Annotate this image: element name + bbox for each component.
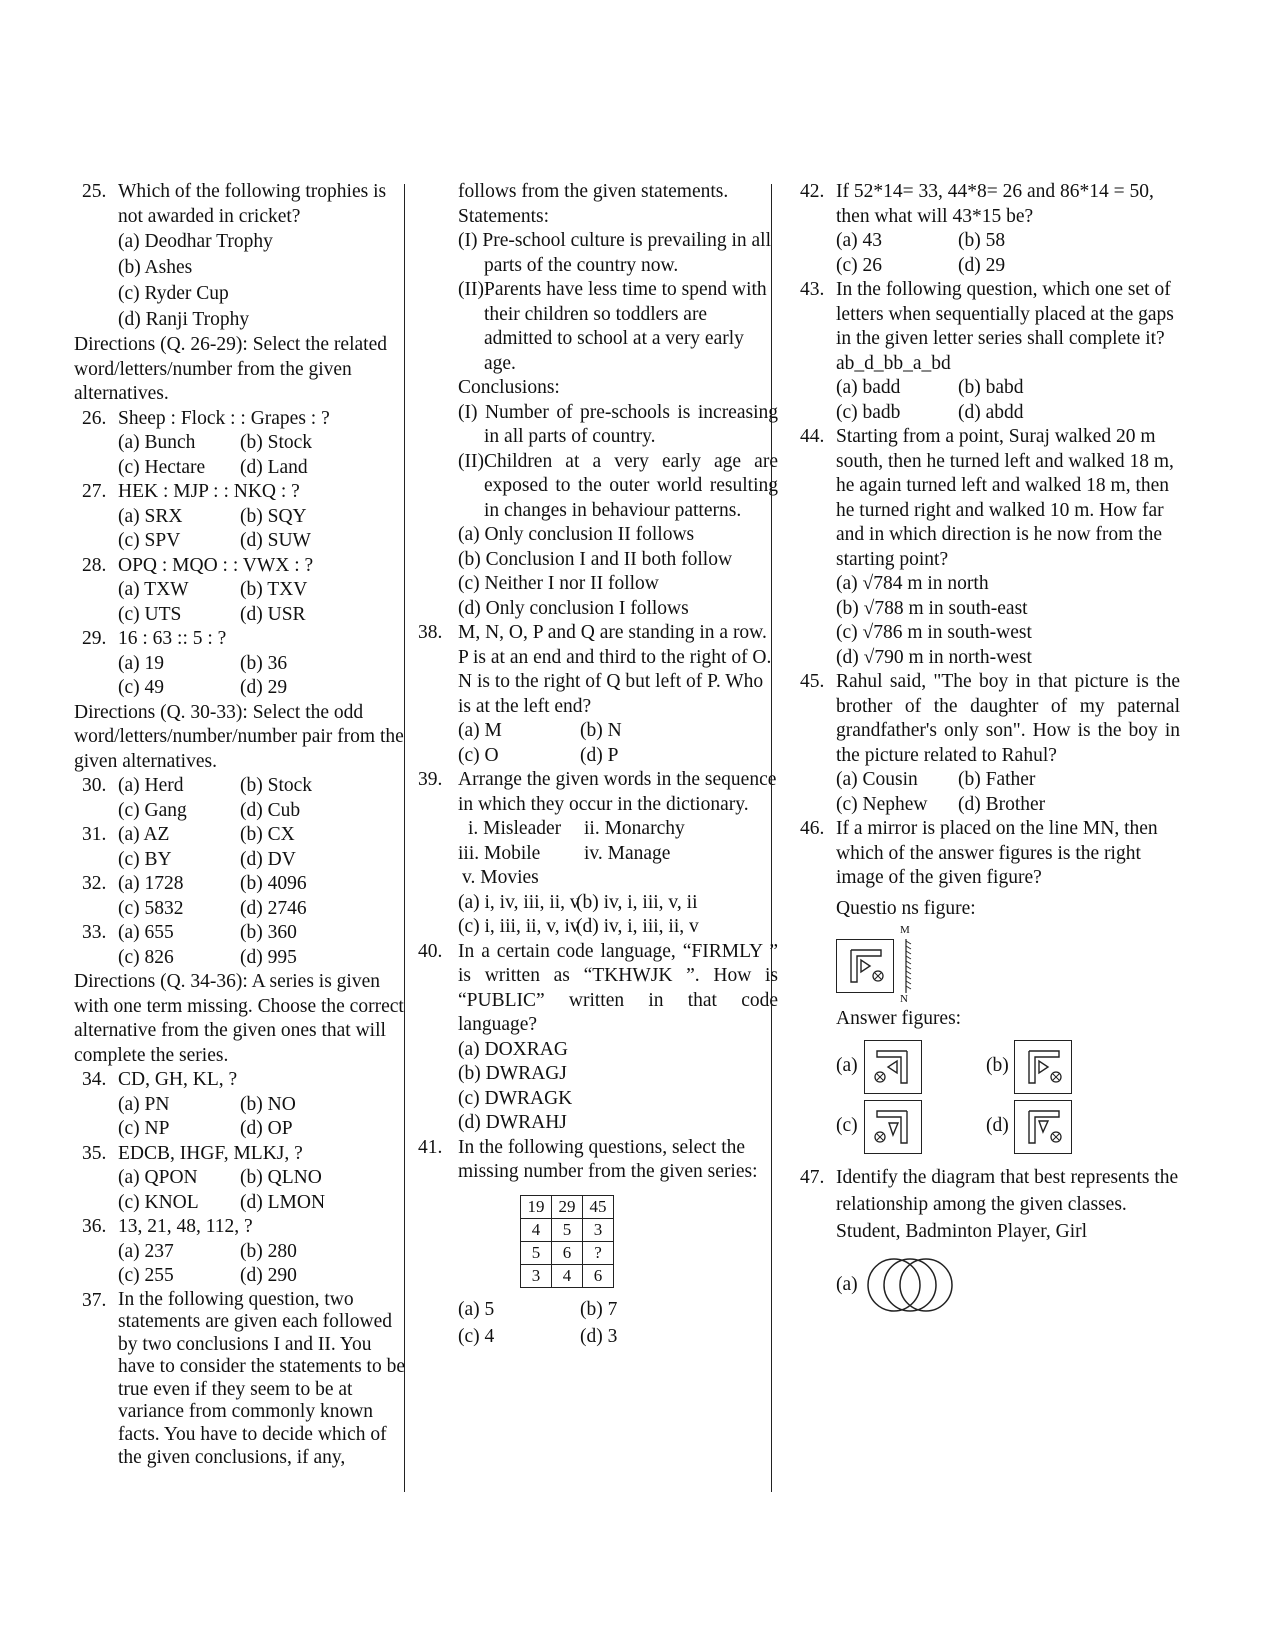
question-33: 33. (a) 655 (b) 360 (c) 826 (d) 995 (74, 921, 414, 970)
option-a[interactable]: (a) SRX (118, 505, 183, 527)
option-d[interactable]: (d) DV (240, 848, 296, 870)
option-b[interactable]: (b) Stock (240, 432, 313, 453)
option-b[interactable]: (b) 360 (240, 922, 297, 943)
option-b[interactable]: (b) 280 (240, 1240, 297, 1262)
question-30: 30. (a) Herd (b) Stock (c) Gang (d) Cub (74, 774, 414, 823)
option-b[interactable]: (b) iv, i, iii, v, ii (576, 891, 698, 913)
option-a[interactable]: (a) Deodhar Trophy (118, 231, 273, 252)
option-d[interactable]: (d) P (580, 744, 619, 766)
label-a: (a) (836, 1055, 858, 1077)
grid-cell: 3 (583, 1218, 614, 1241)
question-28: 28. OPQ : MQO : : VWX : ? (a) TXW (b) TXV (c) UTS (d) USR (74, 554, 414, 628)
option-a[interactable]: (a) 237 (118, 1240, 174, 1262)
question-31: 31. (a) AZ (b) CX (c) BY (d) DV (74, 823, 414, 872)
directions-26-29: Directions (Q. 26-29): Select the related word/letters/number from the given alternatives. (74, 334, 387, 404)
option-d[interactable]: (d) Ranji Trophy (118, 309, 250, 330)
question-43: 43. In the following question, which one set of letters when sequentially placed at the gaps in the given letter series shall complete it? ab_d_bb_a_bd (a) badd (b) babd (c) badb (d) abdd (800, 278, 1180, 425)
option-c[interactable]: (c) SPV (118, 530, 181, 551)
option-a[interactable]: (a) TXW (118, 579, 189, 600)
question-39: 39. Arrange the given words in the sequence in which they occur in the dictionary. i. Misleader ii. Monarchy iii. Mobile iv. Manage v. Movies (a) i, iv, iii, ii, v (b) iv, i, iii, v, ii (c) i, iii, ii, v, iv (d) iv, i, iii, ii, v (458, 768, 778, 940)
figure-c-icon (864, 1100, 922, 1154)
option-d[interactable]: (d) Cub (240, 799, 301, 821)
option-b[interactable]: (b) 4096 (240, 873, 307, 894)
question-35: 35. EDCB, IHGF, MLKJ, ? (a) QPON (b) QLNO (c) KNOL (d) LMON (74, 1142, 414, 1216)
column-2 (418, 180, 778, 1350)
option-c[interactable]: (c) 5832 (118, 897, 184, 919)
question-text: Identify the diagram that best represents the relationship among the given classes. (836, 1166, 1179, 1215)
question-25: 25. Which of the following trophies is not awarded in cricket? (a) Deodhar Trophy (b) Ashes (c) Ryder Cup (d) Ranji Trophy (74, 180, 414, 333)
option-d[interactable]: (d) Only conclusion I follows (458, 597, 689, 619)
option-a[interactable]: (a) M (458, 720, 502, 741)
letter-series: ab_d_bb_a_bd (836, 352, 951, 374)
question-47: 47. Identify the diagram that best represents the relationship among the given classes. Student, Badminton Player, Girl (a) (800, 1164, 1180, 1315)
label-d: (d) (986, 1115, 1009, 1137)
statement-1: (I) Pre-school culture is prevailing in all parts of the country now. (458, 230, 771, 276)
statements-label: Statements: (458, 205, 549, 227)
option-b[interactable]: (b) 7 (580, 1298, 618, 1320)
statement-2: (II)Parents have less time to spend with their children so toddlers are admitted to school at a very early age. (458, 279, 767, 374)
question-32: 32. (a) 1728 (b) 4096 (c) 5832 (d) 2746 (74, 872, 414, 921)
option-d[interactable]: (d) abdd (958, 401, 1024, 423)
grid-cell: 6 (552, 1241, 583, 1264)
option-d[interactable]: (d) LMON (240, 1191, 326, 1213)
label-c: (c) (836, 1115, 858, 1137)
option-a[interactable]: (a) QPON (118, 1167, 198, 1188)
grid-cell: 45 (583, 1195, 614, 1218)
option-b[interactable]: (b) Conclusion I and II both follow (458, 548, 733, 570)
option-c[interactable]: (c) badb (836, 401, 901, 423)
column-3 (800, 180, 1180, 1323)
option-a[interactable]: (a) AZ (118, 824, 170, 845)
grid-cell: 19 (521, 1195, 552, 1218)
grid-cell: 5 (521, 1241, 552, 1264)
venn-diagram-icon (864, 1255, 956, 1315)
mirror-label-m: M (900, 924, 910, 936)
answer-figure-b[interactable] (986, 1040, 1136, 1094)
grid-cell: 4 (521, 1218, 552, 1241)
question-text: Which of the following trophies is not awarded in cricket? (118, 181, 387, 227)
question-46: 46. If a mirror is placed on the line MN, then which of the answer figures is the right image of the given figure? Questio ns figure: M N Answer figures: (a) (b) (c) (d) (800, 817, 1180, 1154)
option-d[interactable]: (d) USR (240, 603, 306, 625)
question-45: 45. Rahul said, "The boy in that picture is the brother of the daughter of my paternal grandfather's only son". How is the boy in the picture related to Rahul? (a) Cousin (b) Father (c) Nephew (d) Brother (800, 670, 1180, 817)
option-d[interactable]: (d) 29 (958, 254, 1006, 276)
option-b[interactable]: (b) √788 m in south-east (836, 597, 1028, 619)
question-27: 27. HEK : MJP : : NKQ : ? (a) SRX (b) SQY (c) SPV (d) SUW (74, 480, 414, 554)
option-b[interactable]: (b) DWRAGJ (458, 1063, 567, 1084)
question-text: In the following questions, select the missing number from the given series: (458, 1136, 758, 1182)
answer-figure-d[interactable] (986, 1100, 1136, 1154)
option-a[interactable]: (a) Herd (118, 775, 184, 796)
option-a[interactable]: (a) 19 (118, 652, 165, 674)
option-c[interactable]: (c) 4 (458, 1325, 495, 1347)
grid-cell: ? (583, 1241, 614, 1264)
question-text: If 52*14= 33, 44*8= 26 and 86*14 = 50, then what will 43*15 be? (836, 181, 1154, 227)
option-c[interactable]: (c) √786 m in south-west (836, 622, 1032, 643)
option-b[interactable]: (b) 36 (240, 652, 288, 674)
directions-34-36: Directions (Q. 34-36): A series is given with one term missing. Choose the correct alternative from the given ones that will complete the series. (74, 971, 404, 1066)
question-text: M, N, O, P and Q are standing in a row. P is at an end and third to the right of O. N is to the right of Q but left of P. Who is at the left end? (458, 622, 772, 717)
option-b[interactable]: (b) Stock (240, 775, 313, 796)
option-c[interactable]: (c) Neither I nor II follow (458, 573, 659, 594)
mirror-label-n: N (900, 993, 908, 1005)
question-figure-label: Questio ns figure: (836, 897, 976, 919)
option-d[interactable]: (d) DWRAHJ (458, 1112, 567, 1133)
option-b[interactable]: (b) N (580, 720, 622, 741)
option-c[interactable]: (c) Ryder Cup (118, 283, 229, 304)
option-b[interactable]: (b) NO (240, 1093, 296, 1115)
question-37-continued: follows from the given statements. (458, 181, 729, 202)
option-b[interactable]: (b) QLNO (240, 1167, 322, 1188)
option-a[interactable]: (a) badd (836, 377, 901, 398)
option-a[interactable]: (a) Bunch (118, 432, 196, 453)
option-b[interactable]: (b) CX (240, 824, 295, 845)
option-a[interactable]: (a) i, iv, iii, ii, v (458, 891, 580, 913)
option-a[interactable]: (a) 5 (458, 1298, 495, 1320)
question-text: Starting from a point, Suraj walked 20 m south, then he turned left and walked 18 m, he again turned left and walked 18 m, then he turned right and walked 10 m. How far and in which direction is he now from the starting point? (836, 426, 1174, 570)
option-b[interactable]: (b) 58 (958, 230, 1006, 251)
option-d[interactable]: (d) SUW (240, 530, 311, 551)
question-text: 16 : 63 :: 5 : ? (118, 628, 227, 649)
option-d[interactable]: (d) Brother (958, 793, 1046, 815)
conclusions-label: Conclusions: (458, 377, 560, 398)
question-text: HEK : MJP : : NKQ : ? (118, 481, 300, 502)
option-b[interactable]: (b) Ashes (118, 257, 193, 278)
label-a: (a) (836, 1274, 858, 1295)
option-c[interactable]: (c) O (458, 744, 499, 766)
figure-d-icon (1014, 1100, 1072, 1154)
option-a[interactable]: (a) 1728 (118, 873, 184, 894)
option-c[interactable]: (c) Hectare (118, 456, 206, 478)
word-4: iv. Manage (584, 842, 671, 864)
answer-figures-label: Answer figures: (836, 1008, 962, 1029)
option-a[interactable]: (a) 655 (118, 922, 174, 943)
question-text: Rahul said, "The boy in that picture is the brother of the daughter of my paternal grandfather's only son". How is the boy in the picture related to Rahul? (836, 671, 1180, 766)
question-text: CD, GH, KL, ? (118, 1069, 238, 1090)
option-c[interactable]: (c) UTS (118, 603, 182, 625)
option-d[interactable]: (d) √790 m in north-west (836, 646, 1032, 668)
option-c[interactable]: (c) 826 (118, 946, 174, 968)
option-a[interactable]: (a) PN (118, 1093, 170, 1115)
question-text: EDCB, IHGF, MLKJ, ? (118, 1142, 303, 1164)
option-c[interactable]: (c) Gang (118, 799, 187, 821)
question-34: 34. CD, GH, KL, ? (a) PN (b) NO (c) NP (d) OP (74, 1068, 414, 1142)
answer-figure-c[interactable] (836, 1100, 986, 1154)
option-c[interactable]: (c) DWRAGK (458, 1087, 573, 1109)
question-36: 36. 13, 21, 48, 112, ? (a) 237 (b) 280 (c) 255 (d) 290 (74, 1215, 414, 1289)
directions-30-33: Directions (Q. 30-33): Select the odd word/letters/number/number pair from the given alternatives. (74, 701, 404, 772)
option-d[interactable]: (d) OP (240, 1118, 293, 1139)
option-c[interactable]: (c) i, iii, ii, v, iv (458, 916, 580, 937)
question-text: OPQ : MQO : : VWX : ? (118, 554, 314, 576)
grid-cell: 29 (552, 1195, 583, 1218)
question-text: 13, 21, 48, 112, ? (118, 1216, 253, 1237)
option-a[interactable]: (a) DOXRAG (458, 1038, 568, 1060)
question-40: 40. In a certain code language, “FIRMLY ” is written as “TKHWJK ”. How is “PUBLIC” written in that code language? (a) DOXRAG (b) DWRAGJ (c) DWRAGK (d) DWRAHJ (458, 940, 778, 1136)
question-38: 38. M, N, O, P and Q are standing in a row. P is at an end and third to the right of O. N is to the right of Q but left of P. Who is at the left end? (a) M (b) N (c) O (d) P (458, 621, 778, 768)
word-5: v. Movies (462, 867, 539, 888)
question-text: Sheep : Flock : : Grapes : ? (118, 407, 330, 429)
figure-a-icon (864, 1040, 922, 1094)
option-d[interactable]: (d) 290 (240, 1265, 297, 1286)
option-d[interactable]: (d) iv, i, iii, ii, v (576, 916, 699, 937)
option-d[interactable]: (d) 3 (580, 1325, 618, 1347)
question-29: 29. 16 : 63 :: 5 : ? (a) 19 (b) 36 (c) 49 (d) 29 (74, 627, 414, 701)
mirror-line (898, 924, 918, 1005)
option-b[interactable]: (b) SQY (240, 505, 307, 527)
question-text: In a certain code language, “FIRMLY ” is written as “TKHWJK ”. How is “PUBLIC” written in that code language? (458, 940, 778, 1035)
question-figure (836, 939, 894, 993)
question-41: 41. In the following questions, select the missing number from the given series: 19 29 45 4 5 3 5 6 ? 3 4 6 (a) 5 (b) 7 (c) 4 (d) 3 (458, 1136, 778, 1350)
answer-figure-a[interactable] (836, 1040, 986, 1094)
option-c[interactable]: (c) Nephew (836, 793, 928, 815)
label-b: (b) (986, 1055, 1009, 1077)
grid-cell: 5 (552, 1218, 583, 1241)
option-b[interactable]: (b) babd (958, 377, 1024, 398)
option-a[interactable]: (a) Only conclusion II follows (458, 524, 695, 545)
question-text: Arrange the given words in the sequence in which they occur in the dictionary. (458, 769, 777, 815)
option-d[interactable]: (d) 29 (240, 677, 288, 698)
option-c[interactable]: (c) NP (118, 1118, 170, 1139)
word-3: iii. Mobile (458, 842, 541, 864)
option-a[interactable]: (a) 43 (836, 230, 883, 251)
option-d[interactable]: (d) Land (240, 456, 308, 478)
option-d[interactable]: (d) 2746 (240, 897, 307, 919)
figure-b-icon (1014, 1040, 1072, 1094)
option-b[interactable]: (b) Father (958, 769, 1036, 790)
question-26: 26. Sheep : Flock : : Grapes : ? (a) Bunch (b) Stock (c) Hectare (d) Land (74, 407, 414, 481)
grid-cell: 6 (583, 1264, 614, 1287)
option-c[interactable]: (c) 255 (118, 1265, 174, 1286)
grid-cell: 3 (521, 1264, 552, 1287)
question-text: In the following question, which one set of letters when sequentially placed at the gaps in the given letter series shall complete it? (836, 279, 1174, 349)
classes: Student, Badminton Player, Girl (836, 1220, 1088, 1242)
question-text: If a mirror is placed on the line MN, then which of the answer figures is the right image of the given figure? (836, 818, 1158, 888)
answer-diagram-a[interactable] (836, 1255, 1180, 1315)
option-c[interactable]: (c) 26 (836, 254, 883, 276)
option-a[interactable]: (a) Cousin (836, 769, 918, 790)
question-37: 37. In the following question, two statements are given each followed by two conclusions I and II. You have to consider the statements to be true even if they seem to be at variance from commonly known facts. You have to decide which of the given conclusions, if any, (74, 1289, 414, 1470)
option-c[interactable]: (c) BY (118, 848, 172, 870)
option-a[interactable]: (a) √784 m in north (836, 573, 989, 594)
number-grid (520, 1195, 614, 1288)
grid-cell: 4 (552, 1264, 583, 1287)
question-text: In the following question, two statements are given each followed by two conclusions I and II. You have to consider the statements to be true even if they seem to be at variance from commonly known facts. You have to decide which of the given conclusions, if any, (118, 1288, 405, 1468)
word-1: i. Misleader (468, 818, 562, 839)
question-44: 44. Starting from a point, Suraj walked 20 m south, then he turned left and walked 18 m, he again turned left and walked 18 m, then he turned right and walked 10 m. How far and in which direction is he now from the starting point? (a) √784 m in north (b) √788 m in south-east (c) √786 m in south-west (d) √790 m in north-west (800, 425, 1180, 670)
conclusion-2: (II)Children at a very early age are exposed to the outer world resulting in changes in behaviour patterns. (458, 450, 778, 521)
option-c[interactable]: (c) 49 (118, 677, 165, 698)
question-42: 42. If 52*14= 33, 44*8= 26 and 86*14 = 50, then what will 43*15 be? (a) 43 (b) 58 (c) 26 (d) 29 (800, 180, 1180, 278)
column-1 (74, 180, 414, 1469)
option-d[interactable]: (d) 995 (240, 946, 297, 968)
conclusion-1: (I) Number of pre-schools is increasing in all parts of country. (458, 401, 778, 447)
option-b[interactable]: (b) TXV (240, 579, 308, 600)
word-2: ii. Monarchy (584, 818, 685, 839)
option-c[interactable]: (c) KNOL (118, 1191, 199, 1213)
